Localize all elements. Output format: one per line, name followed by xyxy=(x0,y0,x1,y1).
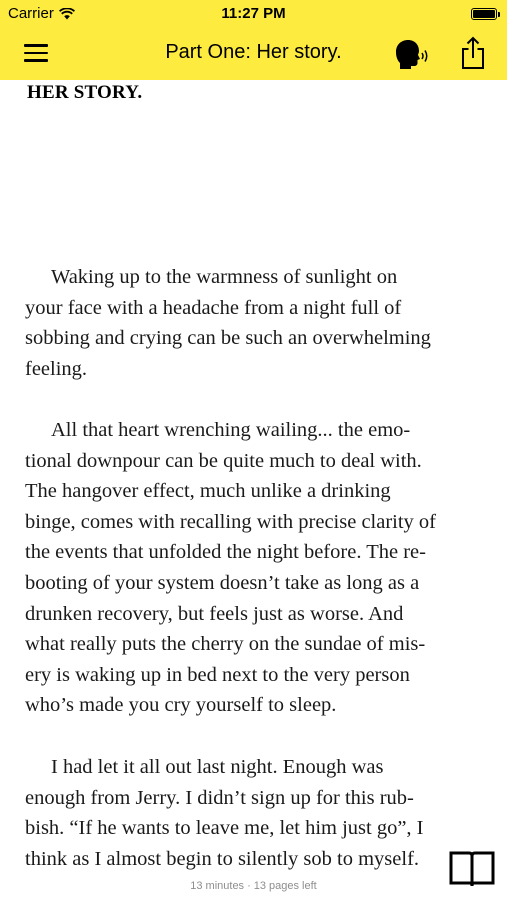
text-line: enough from Jerry. I didn’t sign up for this rub- xyxy=(25,786,414,809)
text-line: what really puts the cherry on the sundae of mis- xyxy=(25,633,426,656)
reading-progress xyxy=(0,880,507,892)
text-line: All that heart wrenching wailing... the emo- xyxy=(51,419,411,441)
text-line: drunken recovery, but feels just as worse. And xyxy=(25,602,404,625)
paragraph xyxy=(25,262,487,384)
status-time: 11:27 PM xyxy=(221,5,286,22)
text-line: binge, comes with recalling with precise clarity of xyxy=(25,510,437,533)
text-line: who’s made you cry yourself to sleep. xyxy=(25,694,337,717)
pages-left: 13 pages left xyxy=(253,880,317,892)
text-line: booting of your system doesn’t take as long as a xyxy=(25,571,420,594)
text-line: The hangover effect, much unlike a drinking xyxy=(25,480,391,503)
text-line: Waking up to the warmness of sunlight on xyxy=(51,266,398,288)
share-icon[interactable] xyxy=(460,36,486,70)
separator: · xyxy=(247,880,251,892)
battery-icon xyxy=(471,8,497,20)
text-line: ery is waking up in bed next to the very person xyxy=(25,663,410,686)
text-line: feeling. xyxy=(25,357,88,380)
chapter-title: HER STORY. xyxy=(27,82,143,103)
text-to-speech-icon[interactable] xyxy=(390,38,430,70)
status-bar xyxy=(0,0,507,28)
text-line: think as I almost begin to silently sob to myself. xyxy=(25,847,420,870)
page-title: Part One: Her story. xyxy=(165,41,342,63)
paragraph xyxy=(25,415,487,721)
menu-icon[interactable] xyxy=(24,42,48,64)
time-left: 13 minutes xyxy=(190,880,245,892)
text-line: bish. “If he wants to leave me, let him just go”, I xyxy=(25,817,424,840)
text-line: I had let it all out last night. Enough was xyxy=(51,756,384,778)
text-line: tional downpour can be quite much to deal with. xyxy=(25,449,422,472)
text-line: the events that unfolded the night before. The re- xyxy=(25,541,426,564)
text-line: sobbing and crying can be such an overwhelming xyxy=(25,327,431,350)
carrier-label: Carrier xyxy=(8,5,54,22)
nav-bar xyxy=(0,28,507,80)
text-line: your face with a headache from a night full of xyxy=(25,296,402,319)
paragraph xyxy=(25,752,487,874)
